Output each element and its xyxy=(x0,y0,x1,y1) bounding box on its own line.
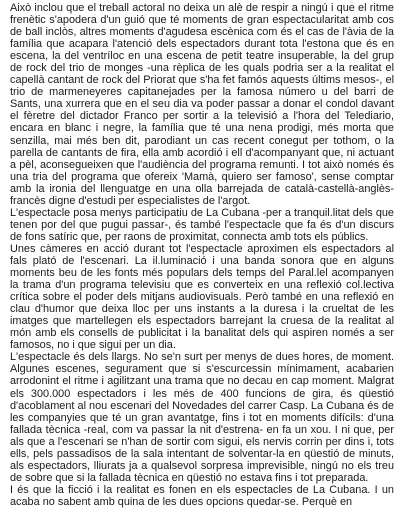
paragraph-1: Això inclou que el treball actoral no deixa un alè de respir a ningú i que el ritme frenètic s'apodera d'un guió que té moments de gran espectacularitat amb cos de ball inclòs, altres moments d'agudesa escènica com és el cas de l'àvia de la família que acapara l'atenció dels espectadors durant tota l'estona que és en escena, la del ventríloc en una escena de petit teatre insuperable, la del grup de rock del trio de monges -una rèplica de les quals podria ser a la realitat el capellà cantant de rock del Priorat que s'ha fet famós aquests últims mesos-, el trio de marmeneyeres capitanejades per la famosa número u del barri de Sants, una xurrera que en el seu dia va poder passar a donar el condol davant el fèretre del dictador Franco per sortir a la televisió a l'hora del Telediario, encara en blanc i negre, la família que té una nena prodigi, més morta que senzilla, mai més ben dit, parodiant un cas recent conegut per tothom, o la parella de cantants de fira, ella amb acordió i ell d'acompanyant que, ni actuant a pèl, aconsegueixen que l'audiència del programa remunti. I tot això només és una tria del programa que ofereix 'Mamà, quiero ser famoso', sense comptar amb la ironia del llenguatge en una olla barrejada de català-castellà-anglès-francès digne d'estudi per especialistes de l'argot. xyxy=(10,2,394,207)
paragraph-2: L'espectacle posa menys participatiu de La Cubana -per a tranquil.litat dels que tenen por del que pugui passar-, és també l'espectacle que fa és d'un discurs de fons satíric que, per raons de proximitat, connecta amb tots els públics. xyxy=(10,206,394,243)
paragraph-5: I és que la ficció i la realitat es fonen en els espectacles de La Cubana. I un acaba no sabent amb quina de les dues opcions quedar-se. Perquè en xyxy=(10,483,394,508)
article-body xyxy=(10,2,394,508)
paragraph-3: Unes càmeres en acció durant tot l'espectacle aproximen els espectadors al fals plató de l'escenari. La il.luminació i una banda sonora que en alguns moments beu de les fonts més populars dels temps del Paral.lel acompanyen la trama d'un programa televisiu que es converteix en una reflexió col.lectiva crítica sobre el poder dels mitjans audiovisuals. Però també en una reflexió en clau d'humor que deixa lloc per uns instants a la duresa i la crueltat de les imatges que martellegen els espectadors barrejant la cruesa de la realitat al món amb els consells de publicitat i la banalitat dels qui aspiren només a ser famosos, no i que sigui per un dia. xyxy=(10,242,394,352)
paragraph-4: L'espectacle és dels llargs. No se'n surt per menys de dues hores, de moment. Algunes escenes, segurament que si s'escurcessin mínimament, acabarien arrodonint el ritme i agilitzant una trama que no decau en cap moment. Malgrat els 300.000 espectadors i les més de 400 funcions de gira, és qüestió d'acoblament al nou escenari del Novedades del carrer Casp. La Cubana és de les companyies que té un gran avantatge, fins i tot en moments difícils: d'una fallada tècnica -real, com va passar la nit d'estrena- en fa un xou. I ni que, per als que a l'escenari se n'han de sortir com sigui, els nervis corrin per dins i, tots ells, pels passadisos de la sala intentant de solventar-la en qüestió de minuts, als espectadors, lliurats ja a qualsevol sorpresa imprevisible, ningú no els treu de sobre que si la fallada tècnica en qüestió no estava fins i tot preparada. xyxy=(10,351,394,484)
